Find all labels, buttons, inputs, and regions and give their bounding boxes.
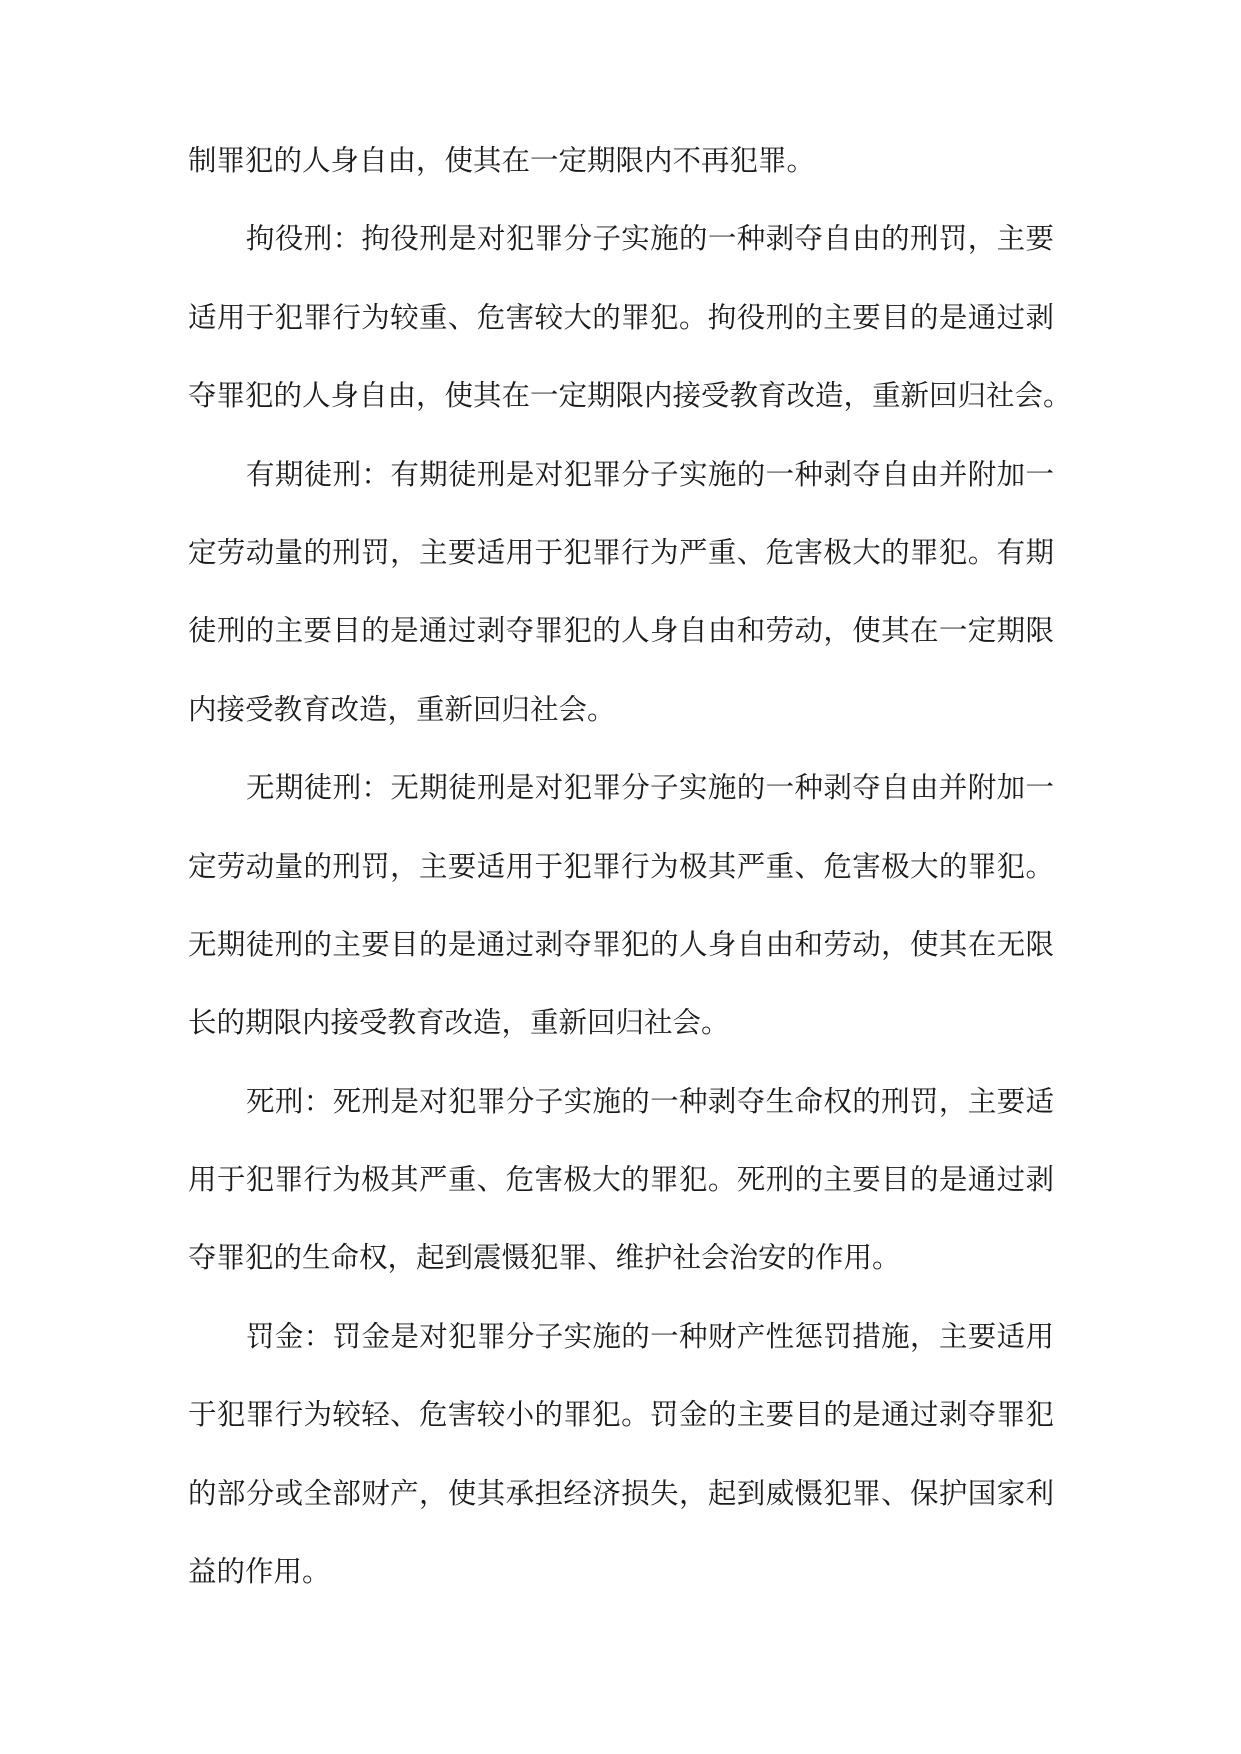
paragraph-death-penalty-line-2: 用于犯罪行为极其严重、危害极大的罪犯。死刑的主要目的是通过剥 (188, 1163, 1054, 1197)
paragraph-fixed-term-line-4: 内接受教育改造，重新回归社会。 (188, 692, 616, 726)
paragraph-detention-line-2: 适用于犯罪行为较重、危害较大的罪犯。拘役刑的主要目的是通过剥 (188, 300, 1054, 334)
paragraph-fixed-term-line-2: 定劳动量的刑罚，主要适用于犯罪行为严重、危害极大的罪犯。有期 (188, 535, 1054, 569)
paragraph-life-term-line-4: 长的期限内接受教育改造，重新回归社会。 (188, 1006, 730, 1040)
paragraph-death-penalty-line-1: 死刑：死刑是对犯罪分子实施的一种剥夺生命权的刑罚，主要适 (246, 1084, 1054, 1118)
paragraph-fine-line-1: 罚金：罚金是对犯罪分子实施的一种财产性惩罚措施，主要适用 (246, 1319, 1054, 1353)
document-body (188, 142, 1072, 1631)
paragraph-detention-line-1: 拘役刑：拘役刑是对犯罪分子实施的一种剥夺自由的刑罚，主要 (246, 222, 1054, 256)
paragraph-detention-line-3: 夺罪犯的人身自由，使其在一定期限内接受教育改造，重新回归社会。 (188, 379, 1072, 413)
text-line-continuation: 制罪犯的人身自由，使其在一定期限内不再犯罪。 (188, 144, 816, 177)
paragraph-fixed-term-line-1: 有期徒刑：有期徒刑是对犯罪分子实施的一种剥夺自由并附加一 (246, 457, 1054, 491)
paragraph-life-term-line-1: 无期徒刑：无期徒刑是对犯罪分子实施的一种剥夺自由并附加一 (246, 771, 1054, 805)
paragraph-fine-line-2: 于犯罪行为较轻、危害较小的罪犯。罚金的主要目的是通过剥夺罪犯 (188, 1398, 1054, 1432)
paragraph-death-penalty-line-3: 夺罪犯的生命权，起到震慑犯罪、维护社会治安的作用。 (188, 1241, 901, 1275)
paragraph-fine-line-3: 的部分或全部财产，使其承担经济损失，起到威慑犯罪、保护国家利 (188, 1476, 1054, 1510)
paragraph-life-term-line-3: 无期徒刑的主要目的是通过剥夺罪犯的人身自由和劳动，使其在无限 (188, 927, 1054, 961)
paragraph-life-term-line-2: 定劳动量的刑罚，主要适用于犯罪行为极其严重、危害极大的罪犯。 (188, 849, 1054, 883)
paragraph-fixed-term-line-3: 徒刑的主要目的是通过剥夺罪犯的人身自由和劳动，使其在一定期限 (188, 614, 1054, 648)
paragraph-fine-line-4: 益的作用。 (188, 1555, 331, 1589)
